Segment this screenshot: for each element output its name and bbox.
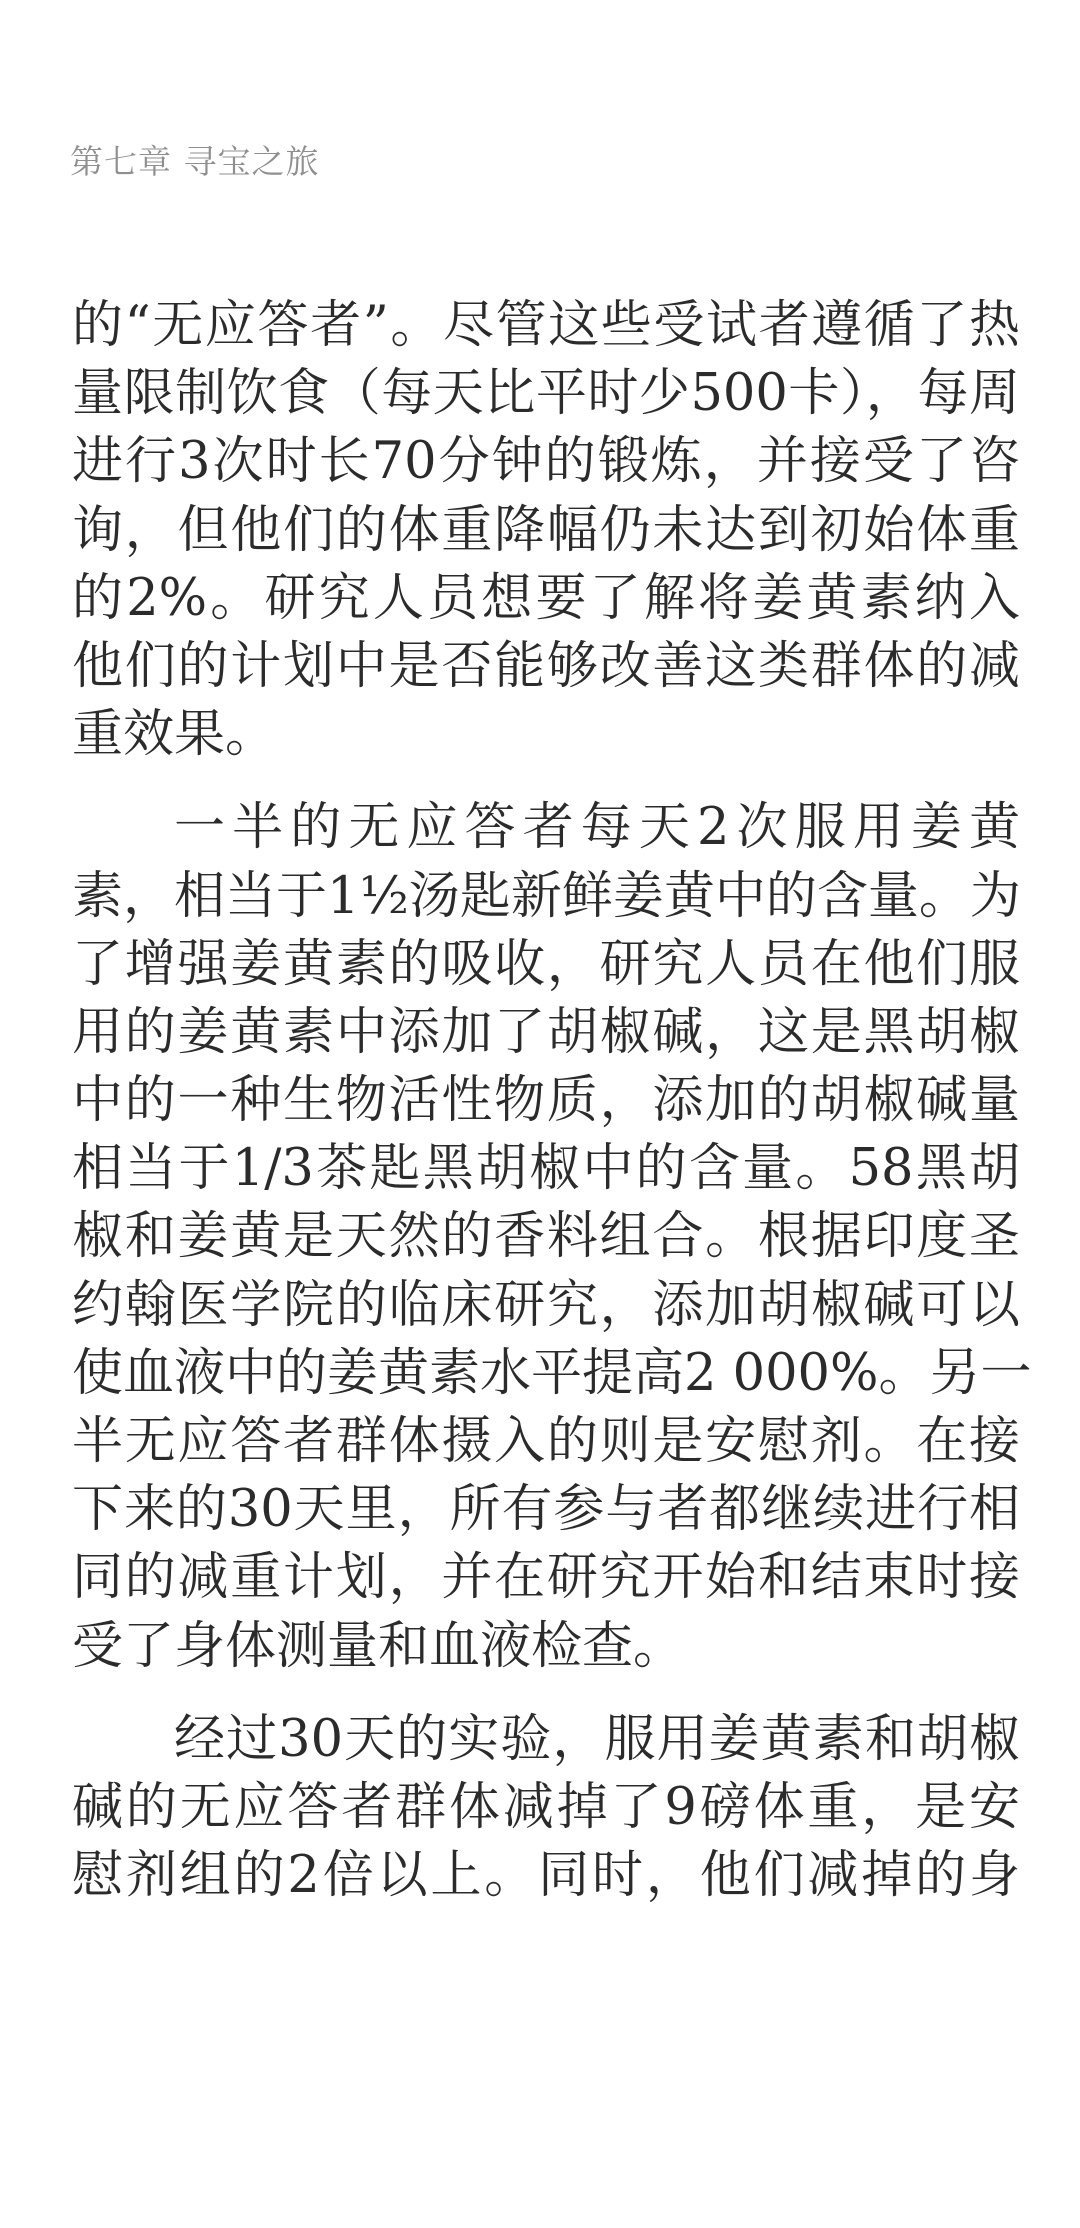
reading-content <box>72 292 1032 1910</box>
text-line: 同的减重计划，并在研究开始和结束时接 <box>72 1548 1020 1608</box>
text-line: 半无应答者群体摄入的则是安慰剂。在接 <box>72 1412 1020 1471</box>
text-line: 的2%。研究人员想要了解将姜黄素纳入 <box>72 568 1020 628</box>
text-line: 用的姜黄素中添加了胡椒碱，这是黑胡椒 <box>72 1002 1020 1062</box>
paragraph <box>72 794 1032 1680</box>
text-line: 下来的30天里，所有参与者都继续进行相 <box>72 1480 1020 1540</box>
text-line: 量限制饮食（每天比平时少500卡），每周 <box>72 364 1020 424</box>
text-line: 使血液中的姜黄素水平提高2 000%。另一 <box>72 1343 1032 1403</box>
text-line: 一半的无应答者每天2次服用姜黄 <box>174 798 1020 858</box>
text-line: 碱的无应答者群体减掉了9磅体重，是安 <box>72 1777 1020 1837</box>
text-line: 他们的计划中是否能够改善这类群体的减 <box>72 636 1020 696</box>
text-line: 询，但他们的体重降幅仍未达到初始体重 <box>72 500 1020 560</box>
text-line: 椒和姜黄是天然的香料组合。根据印度圣 <box>72 1207 1020 1267</box>
paragraph <box>72 1706 1020 1911</box>
text-line: 了增强姜黄素的吸收，研究人员在他们服 <box>72 934 1020 994</box>
text-line: 中的一种生物活性物质，添加的胡椒碱量 <box>72 1071 1020 1131</box>
text-line: 受了身体测量和血液检查。 <box>72 1616 685 1676</box>
text-line: 素，相当于1½汤匙新鲜姜黄中的含量。为 <box>72 866 1021 926</box>
text-line: 慰剂组的2倍以上。同时，他们减掉的身 <box>72 1846 1020 1906</box>
paragraph <box>72 292 1020 769</box>
chapter-title: 第七章 寻宝之旅 <box>70 142 320 181</box>
text-line: 的“无应答者”。尽管这些受试者遵循了热 <box>72 296 1020 355</box>
text-line: 经过30天的实验，服用姜黄素和胡椒 <box>174 1709 1020 1769</box>
text-line: 约翰医学院的临床研究，添加胡椒碱可以 <box>72 1275 1020 1335</box>
text-line: 重效果。 <box>72 705 277 765</box>
text-line: 相当于1/3茶匙黑胡椒中的含量。58黑胡 <box>72 1139 1020 1199</box>
text-line: 进行3次时长70分钟的锻炼，并接受了咨 <box>72 432 1020 492</box>
